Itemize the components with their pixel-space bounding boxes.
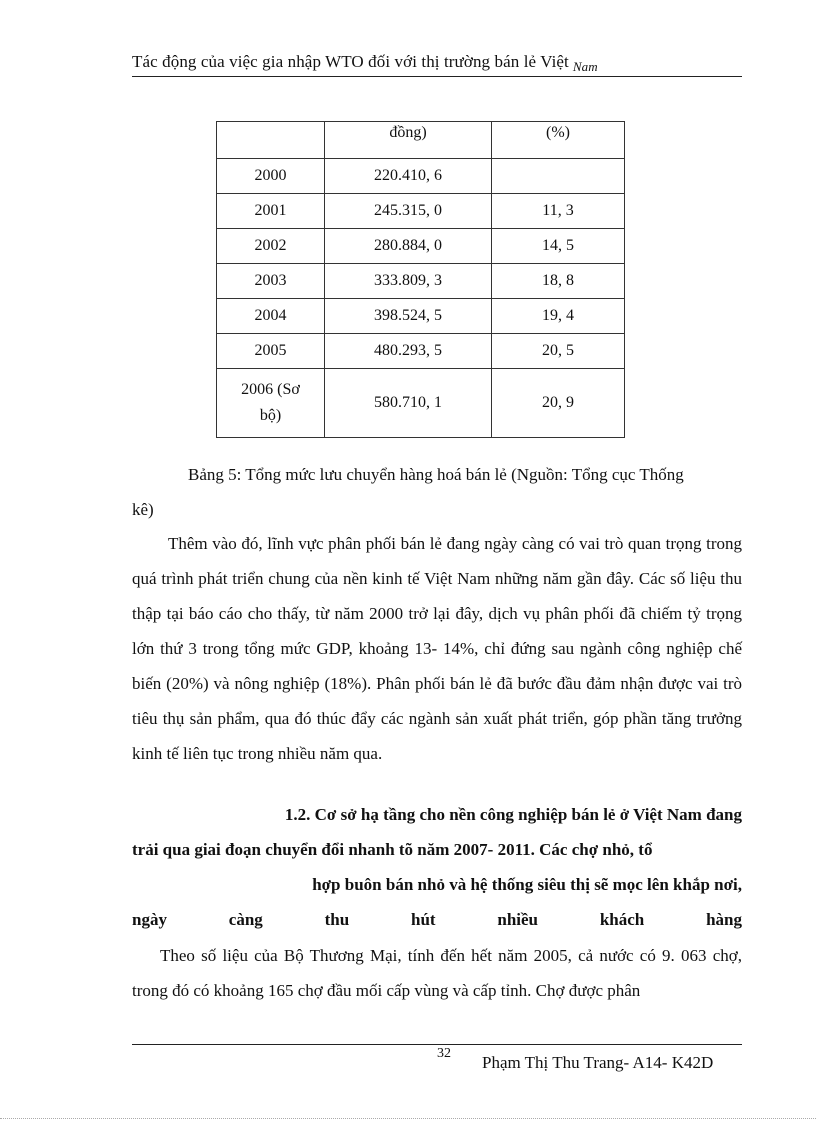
- body-paragraph: Theo số liệu của Bộ Thương Mại, tính đến hết năm 2005, cả nước có 9. 063 chợ, trong đó có khoảng 165 chợ đầu mối cấp vùng và cấp tỉnh. Chợ được phân: [132, 946, 742, 1000]
- table-cell: 245.315, 0: [325, 194, 492, 229]
- running-header: [132, 52, 742, 72]
- table-cell: [217, 122, 325, 159]
- table-cell: 480.293, 5: [325, 334, 492, 369]
- retail-sales-table: [216, 121, 625, 438]
- table-caption-cont: kê): [132, 500, 154, 519]
- heading-word: nhiều: [497, 910, 539, 929]
- table-cell: 2001: [217, 194, 325, 229]
- body-paragraph: Thêm vào đó, lĩnh vực phân phối bán lẻ đang ngày càng có vai trò quan trọng trong quá trình phát triển chung của nền kinh tế Việt Nam những năm gần đây. Các số liệu thu thập tại báo cáo cho thấy, từ năm 2000 trở lại đây, dịch vụ phân phối đã chiếm tỷ trọng lớn thứ 3 trong tổng mức GDP, khoảng 13- 14%, chỉ đứng sau ngành công nghiệp chế biến (20%) và nông nghiệp (18%). Phân phối bán lẻ đã bước đầu đảm nhận được vai trò tiêu thụ sản phẩm, qua đó thúc đẩy các ngành sản xuất phát triển, góp phần tăng trưởng kinh tế liên tục trong nhiều năm qua.: [132, 534, 742, 763]
- table-cell: 2003: [217, 264, 325, 299]
- section-heading-line: trải qua giai đoạn chuyển đổi nhanh tõ năm 2007- 2011. Các chợ nhỏ, tổ: [132, 840, 653, 859]
- footer-rule: [132, 1044, 742, 1045]
- table-cell: 580.710, 1: [325, 369, 492, 438]
- table-cell: 2005: [217, 334, 325, 369]
- table-cell: 2004: [217, 299, 325, 334]
- table-cell: 333.809, 3: [325, 264, 492, 299]
- table-cell: 2002: [217, 229, 325, 264]
- year-line: 2006 (Sơ: [241, 381, 300, 398]
- table-cell: (%): [492, 122, 625, 159]
- page-number: 32: [437, 1046, 451, 1061]
- heading-word: càng: [228, 910, 263, 929]
- table-cell: 398.524, 5: [325, 299, 492, 334]
- table-cell: 11, 3: [492, 194, 625, 229]
- table-row: [217, 229, 625, 264]
- table-row: [217, 194, 625, 229]
- table-cell: 2000: [217, 159, 325, 194]
- header-title-script: Nam: [572, 59, 598, 74]
- section-heading-line: 1.2. Cơ sở hạ tầng cho nền công nghiệp bán lẻ ở Việt Nam đang: [284, 805, 742, 824]
- heading-word: ngày: [132, 910, 167, 929]
- table-header-row: [217, 122, 625, 159]
- table-caption: Bảng 5: Tổng mức lưu chuyển hàng hoá bán lẻ (Nguồn: Tổng cục Thống: [188, 465, 684, 484]
- year-line: bộ): [259, 407, 282, 424]
- table-row: [217, 159, 625, 194]
- section-heading-line: [132, 902, 742, 937]
- table-row: [217, 369, 625, 438]
- table-cell: 280.884, 0: [325, 229, 492, 264]
- table-row: [217, 334, 625, 369]
- table-cell: 14, 5: [492, 229, 625, 264]
- header-title: Tác động của việc gia nhập WTO đối với thị trường bán lẻ Việt: [132, 52, 569, 71]
- table-cell: 20, 5: [492, 334, 625, 369]
- heading-word: thu: [324, 910, 350, 929]
- heading-word: hàng: [706, 910, 742, 929]
- table-cell: [217, 369, 325, 438]
- table-cell: 220.410, 6: [325, 159, 492, 194]
- table-cell: 19, 4: [492, 299, 625, 334]
- page-edge-divider: [0, 1118, 816, 1119]
- heading-word: hút: [410, 910, 436, 929]
- header-rule: [132, 76, 742, 77]
- section-heading-line: hợp buôn bán nhỏ và hệ thống siêu thị sẽ mọc lên khắp nơi,: [312, 875, 742, 894]
- table-cell: 18, 8: [492, 264, 625, 299]
- table-row: [217, 299, 625, 334]
- heading-word: khách: [599, 910, 645, 929]
- table-row: [217, 264, 625, 299]
- footer-author: Phạm Thị Thu Trang- A14- K42D: [482, 1053, 714, 1072]
- table-cell: [492, 159, 625, 194]
- table-cell: 20, 9: [492, 369, 625, 438]
- table-cell: đồng): [325, 122, 492, 159]
